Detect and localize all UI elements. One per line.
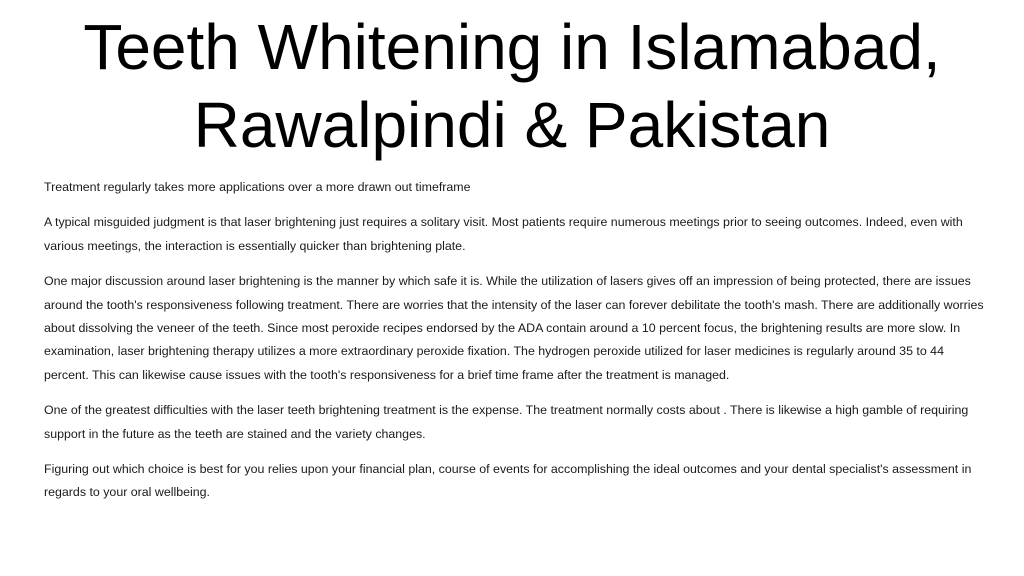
body-content	[44, 176, 989, 517]
paragraph-2: A typical misguided judgment is that laser brightening just requires a solitary visit. Most patients require numerous meetings prior to seeing outcomes. Indeed, even with various meetings, the interaction is essentially quicker than brightening plate.	[44, 215, 963, 253]
page-title: Teeth Whitening in Islamabad, Rawalpindi & Pakistan	[83, 11, 941, 161]
paragraph-1: Treatment regularly takes more applications over a more drawn out timeframe	[44, 180, 471, 194]
paragraph-5: Figuring out which choice is best for you relies upon your financial plan, course of events for accomplishing the ideal outcomes and your dental specialist's assessment in regards to your oral wellbeing.	[44, 462, 972, 500]
paragraph-4: One of the greatest difficulties with the laser teeth brightening treatment is the expense. The treatment normally costs about . There is likewise a high gamble of requiring support in the future as the teeth are stained and the variety changes.	[44, 403, 969, 441]
paragraph-3: One major discussion around laser brightening is the manner by which safe it is. While the utilization of lasers gives off an impression of being protected, there are issues around the tooth's responsiveness following treatment. There are worries that the intensity of the laser can forever debilitate the tooth's mash. There are additionally worries about dissolving the veneer of the teeth. Since most peroxide recipes endorsed by the ADA contain around a 10 percent focus, the brightening results are more slow. In examination, laser brightening therapy utilizes a more extraordinary peroxide fixation. The hydrogen peroxide utilized for laser medicines is regularly around 35 to 44 percent. This can likewise cause issues with the tooth's responsiveness for a brief time frame after the treatment is managed.	[44, 274, 984, 382]
